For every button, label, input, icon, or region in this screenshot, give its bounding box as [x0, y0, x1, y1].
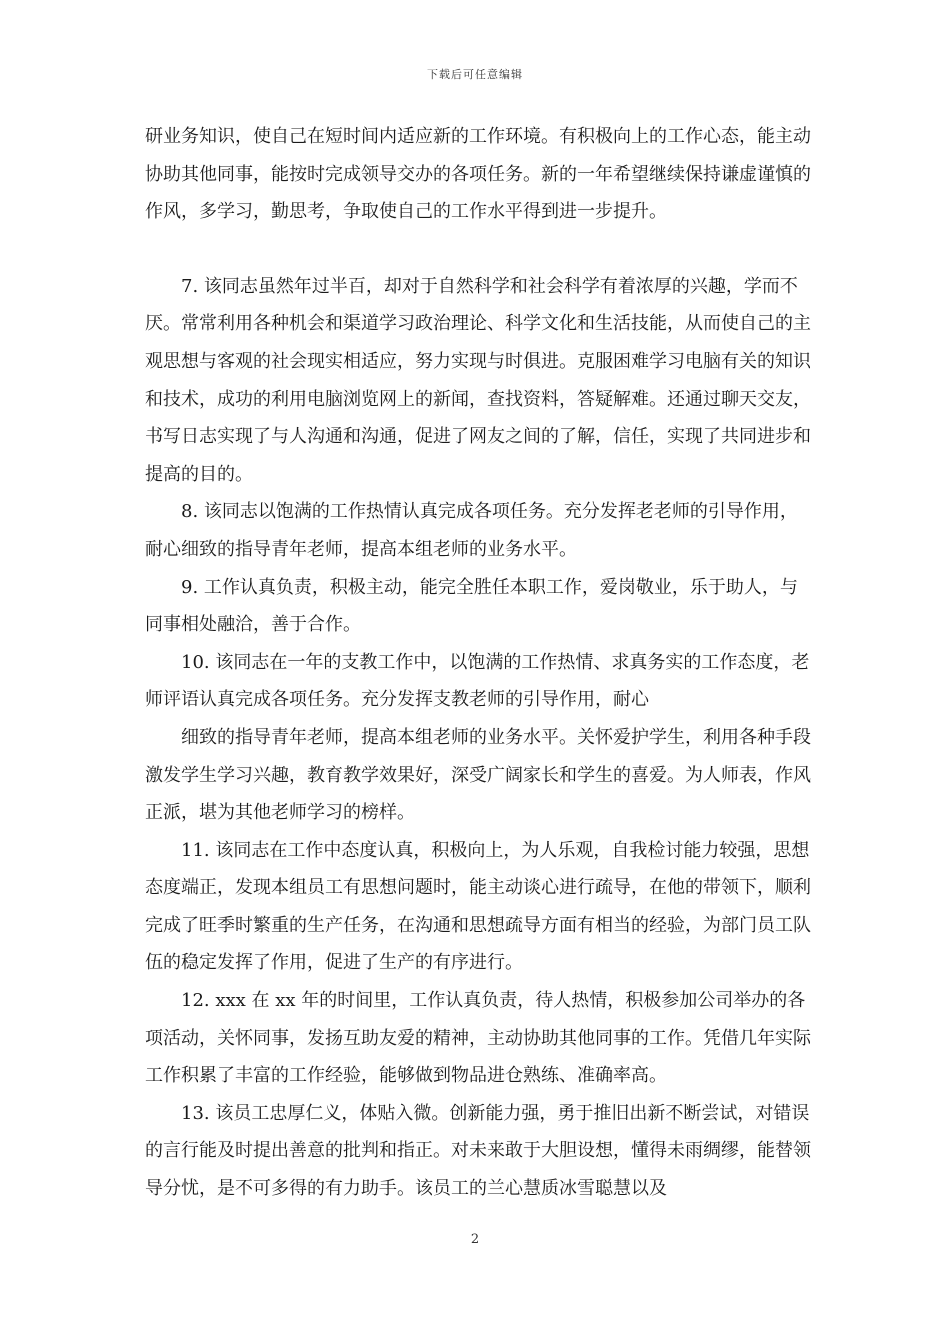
paragraph-item-11: 11. 该同志在工作中态度认真，积极向上，为人乐观，自我检讨能力较强，思想态度端正，发现本组员工有思想问题时，能主动谈心进行疏导，在他的带领下，顺利完成了旺季时繁重的生产任务，在沟通和思想疏导方面有相当的经验，为部门员工队伍的稳定发挥了作用，促进了生产的有序进行。: [145, 839, 811, 974]
paragraph-item-9: 9. 工作认真负责，积极主动，能完全胜任本职工作，爱岗敬业，乐于助人，与同事相处融洽，善于合作。: [145, 576, 798, 636]
page-number: 2: [470, 1232, 480, 1247]
paragraph-item-7: 7. 该同志虽然年过半百，却对于自然科学和社会科学有着浓厚的兴趣，学而不厌。常常利用各种机会和渠道学习政治理论、科学文化和生活技能，从而使自己的主观思想与客观的社会现实相适应，努力实现与时俱进。克服困难学习电脑有关的知识和技术，成功的利用电脑浏览网上的新闻，查找资料，答疑解难。还通过聊天交友，书写日志实现了与人沟通和沟通，促进了网友之间的了解，信任，实现了共同进步和提高的目的。: [145, 275, 811, 485]
paragraph-item-12: 12. xxx 在 xx 年的时间里，工作认真负责，待人热情，积极参加公司举办的各项活动，关怀同事，发扬互助友爱的精神，主动协助其他同事的工作。凭借几年实际工作积累了丰富的工作经验，能够做到物品进仓熟练、准确率高。: [145, 990, 811, 1087]
paragraph-item-13: 13. 该员工忠厚仁义，体贴入微。创新能力强，勇于推旧出新不断尝试，对错误的言行能及时提出善意的批判和指正。对未来敢于大胆设想，懂得未雨绸缪，能替领导分忧，是不可多得的有力助手。该员工的兰心慧质冰雪聪慧以及: [145, 1102, 811, 1200]
paragraph-item-8: 8. 该同志以饱满的工作热情认真完成各项任务。充分发挥老老师的引导作用，耐心细致的指导青年老师，提高本组老师的业务水平。: [145, 501, 798, 560]
page-header: 下载后可任意编辑: [427, 68, 523, 81]
document-body: [145, 118, 815, 1208]
paragraph-item-10-continued: 细致的指导青年老师，提高本组老师的业务水平。关怀爱护学生，利用各种手段激发学生学习兴趣，教育教学效果好，深受广阔家长和学生的喜爱。为人师表，作风正派，堪为其他老师学习的榜样。: [145, 726, 811, 824]
paragraph-gap: [145, 231, 815, 268]
paragraph-continuation: 研业务知识，使自己在短时间内适应新的工作环境。有积极向上的工作心态，能主动协助其他同事，能按时完成领导交办的各项任务。新的一年希望继续保持谦虚谨慎的作风，多学习，勤思考，争取使自己的工作水平得到进一步提升。: [145, 126, 811, 223]
paragraph-item-10: 10. 该同志在一年的支教工作中，以饱满的工作热情、求真务实的工作态度，老师评语认真完成各项任务。充分发挥支教老师的引导作用，耐心: [145, 651, 810, 711]
